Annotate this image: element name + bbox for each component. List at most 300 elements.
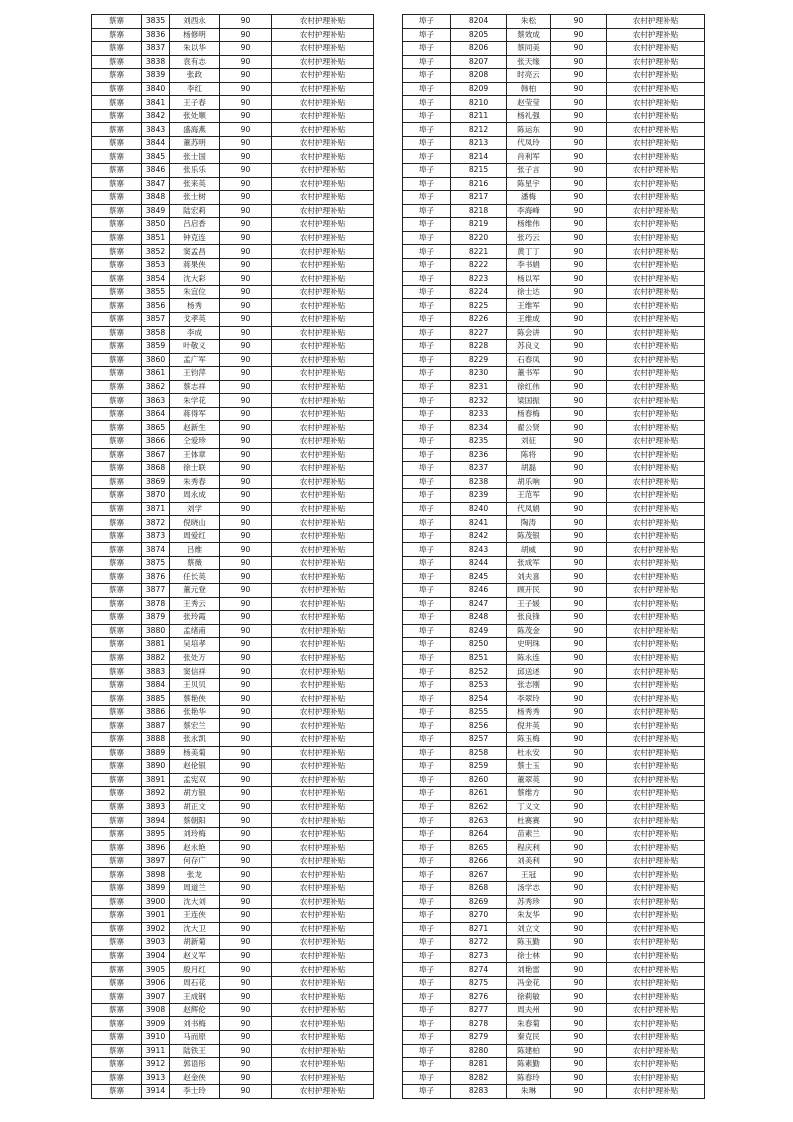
- village-cell: 埠子: [403, 340, 451, 354]
- name-cell: 徐莉敏: [507, 990, 551, 1004]
- name-cell: 杨礼强: [507, 109, 551, 123]
- table-row: [403, 516, 705, 530]
- village-cell: 埠子: [403, 123, 451, 137]
- amount-cell: 90: [220, 800, 272, 814]
- table-row: [403, 502, 705, 516]
- amount-cell: 90: [220, 28, 272, 42]
- type-cell: 农村护理补贴: [272, 611, 374, 625]
- type-cell: 农村护理补贴: [272, 326, 374, 340]
- table-row: [403, 191, 705, 205]
- number-cell: 3866: [142, 434, 170, 448]
- village-cell: 埠子: [403, 380, 451, 394]
- number-cell: 8224: [451, 285, 507, 299]
- amount-cell: 90: [220, 814, 272, 828]
- type-cell: 农村护理补贴: [607, 407, 705, 421]
- type-cell: 农村护理补贴: [272, 529, 374, 543]
- type-cell: 农村护理补贴: [607, 462, 705, 476]
- amount-cell: 90: [220, 556, 272, 570]
- number-cell: 3844: [142, 136, 170, 150]
- type-cell: 农村护理补贴: [607, 651, 705, 665]
- table-row: [92, 231, 374, 245]
- name-cell: 赵辉伦: [170, 1003, 220, 1017]
- amount-cell: 90: [220, 827, 272, 841]
- number-cell: 8231: [451, 380, 507, 394]
- table-row: [92, 746, 374, 760]
- amount-cell: 90: [551, 976, 607, 990]
- name-cell: 程庆利: [507, 841, 551, 855]
- amount-cell: 90: [220, 529, 272, 543]
- type-cell: 农村护理补贴: [607, 285, 705, 299]
- name-cell: 张政: [170, 69, 220, 83]
- name-cell: 苏良义: [507, 340, 551, 354]
- table-row: [403, 760, 705, 774]
- village-cell: 蔡寨: [92, 773, 142, 787]
- number-cell: 8272: [451, 936, 507, 950]
- amount-cell: 90: [220, 963, 272, 977]
- village-cell: 埠子: [403, 1085, 451, 1099]
- village-cell: 蔡寨: [92, 787, 142, 801]
- name-cell: 杨维伟: [507, 218, 551, 232]
- amount-cell: 90: [551, 15, 607, 29]
- number-cell: 8271: [451, 922, 507, 936]
- type-cell: 农村护理补贴: [272, 868, 374, 882]
- village-cell: 埠子: [403, 583, 451, 597]
- type-cell: 农村护理补贴: [272, 841, 374, 855]
- table-row: [92, 1058, 374, 1072]
- type-cell: 农村护理补贴: [607, 1017, 705, 1031]
- type-cell: 农村护理补贴: [272, 1044, 374, 1058]
- village-cell: 蔡寨: [92, 895, 142, 909]
- name-cell: 顾开民: [507, 583, 551, 597]
- village-cell: 埠子: [403, 258, 451, 272]
- type-cell: 农村护理补贴: [607, 367, 705, 381]
- number-cell: 8215: [451, 164, 507, 178]
- table-row: [92, 272, 374, 286]
- type-cell: 农村护理补贴: [272, 299, 374, 313]
- table-row: [403, 936, 705, 950]
- village-cell: 埠子: [403, 516, 451, 530]
- name-cell: 倪井英: [507, 719, 551, 733]
- amount-cell: 90: [220, 109, 272, 123]
- village-cell: 蔡寨: [92, 760, 142, 774]
- village-cell: 蔡寨: [92, 1058, 142, 1072]
- name-cell: 陈永连: [507, 651, 551, 665]
- number-cell: 3893: [142, 800, 170, 814]
- name-cell: 董翠英: [507, 773, 551, 787]
- table-row: [403, 340, 705, 354]
- village-cell: 埠子: [403, 475, 451, 489]
- amount-cell: 90: [551, 462, 607, 476]
- amount-cell: 90: [551, 1017, 607, 1031]
- amount-cell: 90: [551, 353, 607, 367]
- table-row: [92, 841, 374, 855]
- amount-cell: 90: [220, 583, 272, 597]
- type-cell: 农村护理补贴: [607, 787, 705, 801]
- type-cell: 农村护理补贴: [272, 760, 374, 774]
- amount-cell: 90: [551, 651, 607, 665]
- type-cell: 农村护理补贴: [272, 1003, 374, 1017]
- table-row: [92, 150, 374, 164]
- amount-cell: 90: [220, 516, 272, 530]
- amount-cell: 90: [220, 69, 272, 83]
- village-cell: 埠子: [403, 28, 451, 42]
- village-cell: 蔡寨: [92, 394, 142, 408]
- amount-cell: 90: [220, 1044, 272, 1058]
- name-cell: 刘夫喜: [507, 570, 551, 584]
- amount-cell: 90: [551, 570, 607, 584]
- amount-cell: 90: [551, 854, 607, 868]
- name-cell: 周石花: [170, 976, 220, 990]
- name-cell: 刘书梅: [170, 1017, 220, 1031]
- amount-cell: 90: [220, 1031, 272, 1045]
- amount-cell: 90: [220, 732, 272, 746]
- number-cell: 3862: [142, 380, 170, 394]
- name-cell: 苏秀珍: [507, 895, 551, 909]
- name-cell: 朱友华: [507, 909, 551, 923]
- number-cell: 8235: [451, 434, 507, 448]
- amount-cell: 90: [220, 313, 272, 327]
- amount-cell: 90: [551, 109, 607, 123]
- village-cell: 蔡寨: [92, 868, 142, 882]
- table-row: [403, 570, 705, 584]
- amount-cell: 90: [551, 448, 607, 462]
- table-row: [92, 475, 374, 489]
- village-cell: 蔡寨: [92, 82, 142, 96]
- name-cell: 石春凤: [507, 353, 551, 367]
- name-cell: 王子媛: [507, 597, 551, 611]
- name-cell: 代凤娟: [507, 502, 551, 516]
- number-cell: 8207: [451, 55, 507, 69]
- name-cell: 杨以军: [507, 272, 551, 286]
- type-cell: 农村护理补贴: [272, 421, 374, 435]
- village-cell: 蔡寨: [92, 164, 142, 178]
- name-cell: 翟公贤: [507, 421, 551, 435]
- number-cell: 3900: [142, 895, 170, 909]
- name-cell: 朱以华: [170, 42, 220, 56]
- number-cell: 3910: [142, 1031, 170, 1045]
- table-row: [403, 638, 705, 652]
- type-cell: 农村护理补贴: [607, 326, 705, 340]
- number-cell: 8204: [451, 15, 507, 29]
- village-cell: 蔡寨: [92, 1031, 142, 1045]
- number-cell: 8275: [451, 976, 507, 990]
- name-cell: 仝爱珍: [170, 434, 220, 448]
- amount-cell: 90: [220, 611, 272, 625]
- name-cell: 蒋果侠: [170, 258, 220, 272]
- number-cell: 8228: [451, 340, 507, 354]
- number-cell: 3888: [142, 732, 170, 746]
- village-cell: 蔡寨: [92, 746, 142, 760]
- amount-cell: 90: [220, 1058, 272, 1072]
- name-cell: 陈会讲: [507, 326, 551, 340]
- type-cell: 农村护理补贴: [607, 96, 705, 110]
- number-cell: 3853: [142, 258, 170, 272]
- amount-cell: 90: [551, 732, 607, 746]
- type-cell: 农村护理补贴: [607, 665, 705, 679]
- table-row: [92, 963, 374, 977]
- table-row: [92, 407, 374, 421]
- village-cell: 蔡寨: [92, 638, 142, 652]
- number-cell: 3860: [142, 353, 170, 367]
- number-cell: 8242: [451, 529, 507, 543]
- number-cell: 3882: [142, 651, 170, 665]
- type-cell: 农村护理补贴: [272, 462, 374, 476]
- name-cell: 吕启香: [170, 218, 220, 232]
- amount-cell: 90: [220, 597, 272, 611]
- type-cell: 农村护理补贴: [272, 15, 374, 29]
- type-cell: 农村护理补贴: [607, 963, 705, 977]
- village-cell: 埠子: [403, 82, 451, 96]
- table-row: [403, 313, 705, 327]
- number-cell: 3891: [142, 773, 170, 787]
- name-cell: 陈素勤: [507, 1058, 551, 1072]
- village-cell: 埠子: [403, 773, 451, 787]
- amount-cell: 90: [220, 760, 272, 774]
- table-row: [403, 42, 705, 56]
- amount-cell: 90: [551, 272, 607, 286]
- number-cell: 3912: [142, 1058, 170, 1072]
- amount-cell: 90: [551, 475, 607, 489]
- amount-cell: 90: [551, 1031, 607, 1045]
- number-cell: 3842: [142, 109, 170, 123]
- table-row: [403, 597, 705, 611]
- village-cell: 蔡寨: [92, 136, 142, 150]
- number-cell: 8209: [451, 82, 507, 96]
- village-cell: 埠子: [403, 732, 451, 746]
- amount-cell: 90: [551, 678, 607, 692]
- village-cell: 蔡寨: [92, 583, 142, 597]
- name-cell: 吕维: [170, 543, 220, 557]
- number-cell: 8262: [451, 800, 507, 814]
- name-cell: 张巧云: [507, 231, 551, 245]
- amount-cell: 90: [220, 231, 272, 245]
- table-row: [92, 678, 374, 692]
- amount-cell: 90: [220, 909, 272, 923]
- village-cell: 蔡寨: [92, 990, 142, 1004]
- type-cell: 农村护理补贴: [607, 272, 705, 286]
- type-cell: 农村护理补贴: [272, 638, 374, 652]
- type-cell: 农村护理补贴: [272, 340, 374, 354]
- village-cell: 蔡寨: [92, 245, 142, 259]
- village-cell: 埠子: [403, 868, 451, 882]
- name-cell: 张处万: [170, 651, 220, 665]
- name-cell: 孟广军: [170, 353, 220, 367]
- name-cell: 陈建柏: [507, 1044, 551, 1058]
- amount-cell: 90: [551, 705, 607, 719]
- village-cell: 埠子: [403, 164, 451, 178]
- number-cell: 3874: [142, 543, 170, 557]
- number-cell: 3884: [142, 678, 170, 692]
- table-row: [403, 895, 705, 909]
- number-cell: 3868: [142, 462, 170, 476]
- number-cell: 3857: [142, 313, 170, 327]
- number-cell: 8279: [451, 1031, 507, 1045]
- village-cell: 蔡寨: [92, 177, 142, 191]
- name-cell: 陈玉梅: [507, 732, 551, 746]
- amount-cell: 90: [220, 489, 272, 503]
- type-cell: 农村护理补贴: [272, 285, 374, 299]
- name-cell: 蔡士玉: [507, 760, 551, 774]
- name-cell: 胡威: [507, 543, 551, 557]
- village-cell: 蔡寨: [92, 42, 142, 56]
- type-cell: 农村护理补贴: [607, 489, 705, 503]
- type-cell: 农村护理补贴: [272, 556, 374, 570]
- amount-cell: 90: [551, 204, 607, 218]
- name-cell: 刘西永: [170, 15, 220, 29]
- name-cell: 胡乐响: [507, 475, 551, 489]
- table-row: [92, 922, 374, 936]
- type-cell: 农村护理补贴: [272, 990, 374, 1004]
- amount-cell: 90: [220, 936, 272, 950]
- type-cell: 农村护理补贴: [607, 854, 705, 868]
- village-cell: 蔡寨: [92, 475, 142, 489]
- table-row: [403, 1031, 705, 1045]
- amount-cell: 90: [551, 787, 607, 801]
- village-cell: 蔡寨: [92, 651, 142, 665]
- village-cell: 埠子: [403, 353, 451, 367]
- table-row: [92, 42, 374, 56]
- table-row: [92, 773, 374, 787]
- type-cell: 农村护理补贴: [607, 150, 705, 164]
- name-cell: 王维军: [507, 299, 551, 313]
- type-cell: 农村护理补贴: [607, 313, 705, 327]
- table-row: [92, 313, 374, 327]
- village-cell: 埠子: [403, 272, 451, 286]
- table-row: [92, 651, 374, 665]
- table-row: [92, 705, 374, 719]
- table-row: [92, 976, 374, 990]
- table-row: [403, 746, 705, 760]
- amount-cell: 90: [220, 164, 272, 178]
- name-cell: 杨美菊: [170, 746, 220, 760]
- amount-cell: 90: [551, 773, 607, 787]
- type-cell: 农村护理补贴: [272, 936, 374, 950]
- name-cell: 王维成: [507, 313, 551, 327]
- number-cell: 8265: [451, 841, 507, 855]
- name-cell: 沈大彩: [170, 272, 220, 286]
- type-cell: 农村护理补贴: [607, 841, 705, 855]
- type-cell: 农村护理补贴: [272, 28, 374, 42]
- village-cell: 蔡寨: [92, 502, 142, 516]
- type-cell: 农村护理补贴: [607, 895, 705, 909]
- amount-cell: 90: [220, 949, 272, 963]
- village-cell: 埠子: [403, 109, 451, 123]
- village-cell: 蔡寨: [92, 841, 142, 855]
- type-cell: 农村护理补贴: [272, 1058, 374, 1072]
- amount-cell: 90: [220, 692, 272, 706]
- table-row: [92, 136, 374, 150]
- amount-cell: 90: [220, 204, 272, 218]
- table-row: [403, 678, 705, 692]
- village-cell: 蔡寨: [92, 489, 142, 503]
- number-cell: 8211: [451, 109, 507, 123]
- village-cell: 蔡寨: [92, 15, 142, 29]
- number-cell: 3909: [142, 1017, 170, 1031]
- village-cell: 蔡寨: [92, 732, 142, 746]
- name-cell: 张天缘: [507, 55, 551, 69]
- amount-cell: 90: [220, 258, 272, 272]
- amount-cell: 90: [551, 231, 607, 245]
- amount-cell: 90: [551, 990, 607, 1004]
- table-row: [403, 692, 705, 706]
- name-cell: 王子春: [170, 96, 220, 110]
- name-cell: 张士国: [170, 150, 220, 164]
- number-cell: 3898: [142, 868, 170, 882]
- type-cell: 农村护理补贴: [607, 922, 705, 936]
- table-row: [403, 1071, 705, 1085]
- name-cell: 蔡志祥: [170, 380, 220, 394]
- table-row: [403, 1085, 705, 1099]
- name-cell: 赵金侠: [170, 1071, 220, 1085]
- type-cell: 农村护理补贴: [272, 407, 374, 421]
- type-cell: 农村护理补贴: [272, 164, 374, 178]
- name-cell: 袁有志: [170, 55, 220, 69]
- amount-cell: 90: [220, 177, 272, 191]
- number-cell: 8238: [451, 475, 507, 489]
- type-cell: 农村护理补贴: [272, 746, 374, 760]
- type-cell: 农村护理补贴: [272, 705, 374, 719]
- type-cell: 农村护理补贴: [272, 909, 374, 923]
- village-cell: 蔡寨: [92, 1071, 142, 1085]
- village-cell: 埠子: [403, 502, 451, 516]
- village-cell: 蔡寨: [92, 556, 142, 570]
- table-row: [403, 990, 705, 1004]
- name-cell: 戈孝英: [170, 313, 220, 327]
- left-table-body: [92, 15, 374, 1099]
- name-cell: 蔡艳侠: [170, 692, 220, 706]
- number-cell: 8277: [451, 1003, 507, 1017]
- type-cell: 农村护理补贴: [272, 719, 374, 733]
- number-cell: 3851: [142, 231, 170, 245]
- amount-cell: 90: [220, 15, 272, 29]
- amount-cell: 90: [551, 502, 607, 516]
- type-cell: 农村护理补贴: [607, 380, 705, 394]
- table-row: [92, 109, 374, 123]
- type-cell: 农村护理补贴: [607, 678, 705, 692]
- type-cell: 农村护理补贴: [607, 1031, 705, 1045]
- table-row: [403, 96, 705, 110]
- name-cell: 窦孟昌: [170, 245, 220, 259]
- type-cell: 农村护理补贴: [272, 394, 374, 408]
- name-cell: 胡方银: [170, 787, 220, 801]
- type-cell: 农村护理补贴: [272, 69, 374, 83]
- number-cell: 3907: [142, 990, 170, 1004]
- number-cell: 3877: [142, 583, 170, 597]
- table-row: [92, 96, 374, 110]
- number-cell: 8250: [451, 638, 507, 652]
- name-cell: 丁义文: [507, 800, 551, 814]
- table-row: [92, 732, 374, 746]
- village-cell: 埠子: [403, 96, 451, 110]
- name-cell: 董书军: [507, 367, 551, 381]
- amount-cell: 90: [220, 380, 272, 394]
- number-cell: 3873: [142, 529, 170, 543]
- type-cell: 农村护理补贴: [272, 448, 374, 462]
- table-row: [92, 434, 374, 448]
- table-row: [403, 732, 705, 746]
- village-cell: 蔡寨: [92, 976, 142, 990]
- village-cell: 埠子: [403, 1003, 451, 1017]
- amount-cell: 90: [551, 367, 607, 381]
- village-cell: 埠子: [403, 841, 451, 855]
- table-row: [403, 949, 705, 963]
- amount-cell: 90: [551, 665, 607, 679]
- table-row: [92, 570, 374, 584]
- name-cell: 赵新生: [170, 421, 220, 435]
- name-cell: 代凤玲: [507, 136, 551, 150]
- amount-cell: 90: [220, 150, 272, 164]
- name-cell: 张处顺: [170, 109, 220, 123]
